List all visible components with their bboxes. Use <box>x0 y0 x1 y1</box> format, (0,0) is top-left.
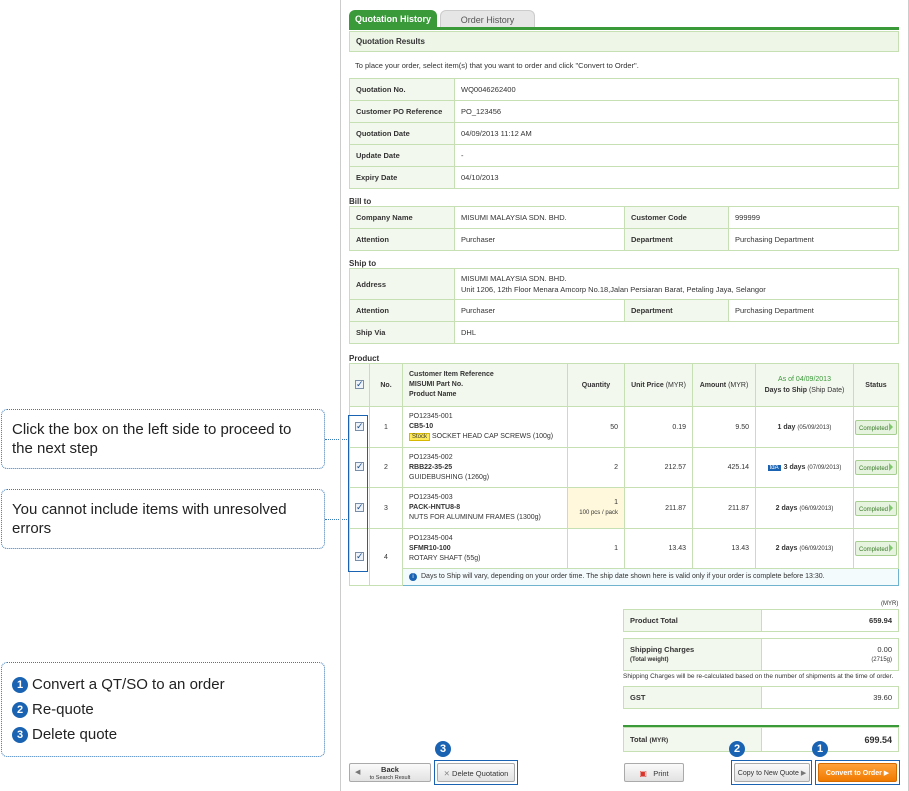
shipping-value: 0.00 <box>877 644 892 654</box>
legend-item <box>12 700 314 719</box>
table-row <box>350 207 899 229</box>
row-days <box>756 529 854 569</box>
row-ref: PO12345-002 <box>409 453 453 461</box>
copy-label: Copy to New Quote <box>737 770 799 777</box>
address-label: Address <box>350 269 455 300</box>
col-days-label: Days to Ship <box>764 387 808 394</box>
truck-icon: tdA <box>769 465 779 471</box>
ship-to-table <box>349 268 899 344</box>
col-days-line <box>756 385 853 396</box>
company-label: Company Name <box>350 207 455 229</box>
tab-quotation-history[interactable]: Quotation History <box>349 10 437 29</box>
table-row <box>350 269 899 300</box>
chevron-right-icon: ▶ <box>883 770 890 777</box>
row-days <box>756 407 854 448</box>
ship-note-cell <box>403 569 899 586</box>
instruction-text: To place your order, select item(s) that you want to order and click "Convert to Order". <box>355 61 639 70</box>
col-days-sub: (Ship Date) <box>808 387 845 394</box>
quotation-no-value: WQ0046262400 <box>455 79 899 101</box>
step-2-marker: 2 <box>729 741 745 757</box>
col-qty: Quantity <box>568 364 625 407</box>
legend-text: Delete quote <box>32 726 118 743</box>
row-ref: PO12345-004 <box>409 534 453 542</box>
totals-currency: (MYR) <box>881 601 899 607</box>
pdf-icon: ▣ <box>639 769 647 778</box>
row-days-value: 2 days <box>775 545 798 552</box>
po-ref-label: Customer PO Reference <box>350 101 455 123</box>
gst-label: GST <box>624 687 762 709</box>
row-part: PACK-HNTU8-8 <box>409 504 461 511</box>
department-value: Purchasing Department <box>729 229 899 251</box>
row-days-value: 2 days <box>775 504 798 512</box>
table-row <box>350 101 899 123</box>
checkbox-highlight <box>348 415 368 572</box>
gst-value: 39.60 <box>762 687 899 709</box>
totals-table <box>623 609 899 632</box>
checkbox-callout-text: Click the box on the left side to proceed to the next step <box>12 421 292 457</box>
chevron-right-icon: ▶ <box>800 770 807 777</box>
update-date-label: Update Date <box>350 145 455 167</box>
tab-order-history[interactable]: Order History <box>440 10 535 29</box>
col-amount-currency: (MYR) <box>728 381 749 389</box>
convert-highlight <box>815 760 900 785</box>
delete-label: Delete Quotation <box>452 769 509 778</box>
row-no: 3 <box>370 488 403 529</box>
step-3-marker: 3 <box>435 741 451 757</box>
copy-highlight <box>731 760 812 785</box>
col-days <box>756 364 854 407</box>
col-price-currency: (MYR) <box>665 381 686 389</box>
table-row <box>350 145 899 167</box>
select-all-checkbox[interactable] <box>355 380 364 389</box>
attention-label: Attention <box>350 229 455 251</box>
col-item <box>403 364 568 407</box>
ship-note-row <box>350 569 899 586</box>
attention-value: Purchaser <box>455 229 625 251</box>
convert-label: Convert to Order <box>825 770 882 777</box>
delete-highlight <box>434 760 518 785</box>
product-table <box>349 363 899 586</box>
quotation-date-value: 04/09/2013 11:12 AM <box>455 123 899 145</box>
legend-callout <box>1 662 325 757</box>
row-status <box>854 407 899 448</box>
product-total-value: 659.94 <box>762 610 899 632</box>
col-amount <box>693 364 756 407</box>
table-row <box>350 448 899 488</box>
legend-text: Convert a QT/SO to an order <box>32 676 225 693</box>
row-ship-date: (07/09/2013) <box>807 465 842 471</box>
row-name: ROTARY SHAFT (55g) <box>409 554 481 562</box>
section-title: Quotation Results <box>349 31 899 52</box>
shipping-note: Shipping Charges will be re-calculated based on the number of shipments at the time of order. <box>623 673 894 680</box>
row-qty-note: 100 pcs / pack <box>579 510 618 516</box>
step-2-badge: 2 <box>12 702 28 718</box>
address-line-2: Unit 1206, 12th Floor Menara Amcorp No.18,Jalan Persiaran Barat, Petaling Jaya, Selangor <box>461 285 766 294</box>
bill-to-heading: Bill to <box>349 197 372 206</box>
grand-total-table <box>623 727 899 752</box>
total-currency: (MYR) <box>649 737 669 744</box>
quotation-no-label: Quotation No. <box>350 79 455 101</box>
row-item <box>403 407 568 448</box>
print-label: Print <box>653 769 669 778</box>
row-status <box>854 488 899 529</box>
status-badge: Completed <box>855 541 897 556</box>
product-heading: Product <box>349 354 380 363</box>
table-row <box>624 639 899 671</box>
row-item <box>403 488 568 529</box>
status-badge: Completed <box>855 460 897 475</box>
address-value <box>455 269 899 300</box>
row-days-value: 3 days <box>783 464 806 471</box>
select-all-cell <box>350 364 370 407</box>
department-value: Purchasing Department <box>729 300 899 322</box>
row-part: SFMR10-100 <box>409 544 451 552</box>
table-row <box>350 123 899 145</box>
row-name: GUIDEBUSHING (1260g) <box>409 473 490 481</box>
row-status <box>854 529 899 569</box>
stock-badge: Stock <box>409 433 430 441</box>
row-ship-date: (05/09/2013) <box>797 424 832 431</box>
company-value: MISUMI MALAYSIA SDN. BHD. <box>455 207 625 229</box>
table-row <box>350 300 899 322</box>
step-1-marker: 1 <box>812 741 828 757</box>
table-row <box>624 610 899 632</box>
row-amount: 9.50 <box>693 407 756 448</box>
status-badge: Completed <box>855 501 897 516</box>
row-amount: 13.43 <box>693 529 756 569</box>
ship-to-heading: Ship to <box>349 259 377 268</box>
shipping-table <box>623 638 899 671</box>
total-value: 699.54 <box>762 728 899 752</box>
row-name: SOCKET HEAD CAP SCREWS (100g) <box>432 433 554 440</box>
customer-code-label: Customer Code <box>625 207 729 229</box>
back-label: Back <box>381 765 399 774</box>
legend-text: Re-quote <box>32 701 94 718</box>
back-button[interactable] <box>349 763 431 782</box>
department-label: Department <box>625 229 729 251</box>
table-row <box>350 79 899 101</box>
row-name-line <box>409 432 567 442</box>
col-status: Status <box>854 364 899 407</box>
row-part: CB5-10 <box>409 423 434 430</box>
ship-via-label: Ship Via <box>350 322 455 344</box>
address-line-1: MISUMI MALAYSIA SDN. BHD. <box>461 274 567 283</box>
row-qty: 1 <box>568 529 625 569</box>
expiry-date-label: Expiry Date <box>350 167 455 189</box>
col-no: No. <box>370 364 403 407</box>
row-days <box>756 488 854 529</box>
errors-callout <box>1 489 325 549</box>
col-amount-label: Amount <box>699 381 727 389</box>
row-name: NUTS FOR ALUMINUM FRAMES (1300g) <box>409 514 541 521</box>
row-price: 0.19 <box>625 407 693 448</box>
col-ref2: MISUMI Part No. <box>409 381 464 388</box>
table-header-row <box>350 364 899 407</box>
row-qty: 50 <box>568 407 625 448</box>
table-row <box>350 488 899 529</box>
table-row <box>624 728 899 752</box>
row-price: 212.57 <box>625 448 693 488</box>
row-no: 1 <box>370 407 403 448</box>
row-ref: PO12345-003 <box>409 494 453 501</box>
step-3-badge: 3 <box>12 727 28 743</box>
info-icon: i <box>409 573 417 581</box>
attention-value: Purchaser <box>455 300 625 322</box>
po-ref-value: PO_123456 <box>455 101 899 123</box>
back-arrow-icon: ◀ <box>355 769 361 776</box>
update-date-value: - <box>455 145 899 167</box>
row-qty: 1 <box>614 499 618 506</box>
shipping-value-cell <box>762 639 899 671</box>
legend-item <box>12 675 314 694</box>
ship-note-text: Days to Ship will vary, depending on your order time. The ship date shown here is valid only if your order is complete before 13:30. <box>421 573 825 580</box>
status-badge: Completed <box>855 420 897 435</box>
back-sublabel: to Search Result <box>369 775 411 781</box>
checkbox-callout <box>1 409 325 469</box>
weight-value: (2715g) <box>871 656 892 663</box>
row-price: 13.43 <box>625 529 693 569</box>
errors-callout-text: You cannot include items with unresolved errors <box>12 501 287 537</box>
weight-label: (Total weight) <box>630 656 669 663</box>
row-no: 2 <box>370 448 403 488</box>
row-ship-date: (06/09/2013) <box>799 546 834 552</box>
gst-table <box>623 686 899 709</box>
shipping-label: Shipping Charges <box>630 644 695 654</box>
expiry-date-value: 04/10/2013 <box>455 167 899 189</box>
customer-code-value: 999999 <box>729 207 899 229</box>
row-amount: 211.87 <box>693 488 756 529</box>
as-of-date: As of 04/09/2013 <box>778 376 831 383</box>
table-row <box>624 687 899 709</box>
row-status <box>854 448 899 488</box>
quote-info-table <box>349 78 899 189</box>
row-days-value: 1 day <box>777 423 796 431</box>
shipping-label-cell <box>624 639 762 671</box>
row-no: 4 <box>370 529 403 586</box>
col-price <box>625 364 693 407</box>
row-days <box>756 448 854 488</box>
table-row <box>350 167 899 189</box>
quotation-date-label: Quotation Date <box>350 123 455 145</box>
department-label: Department <box>625 300 729 322</box>
row-item <box>403 448 568 488</box>
total-label: Total <box>630 735 648 744</box>
row-item <box>403 529 568 569</box>
row-ref: PO12345-001 <box>409 413 453 420</box>
step-1-badge: 1 <box>12 677 28 693</box>
row-amount: 425.14 <box>693 448 756 488</box>
attention-label: Attention <box>350 300 455 322</box>
ship-via-value: DHL <box>455 322 899 344</box>
row-qty: 2 <box>568 448 625 488</box>
tab-underline <box>349 27 899 30</box>
row-part: RBB22-35-25 <box>409 463 453 471</box>
table-row <box>350 322 899 344</box>
table-row <box>350 229 899 251</box>
row-price: 211.87 <box>625 488 693 529</box>
bill-to-table <box>349 206 899 251</box>
row-ship-date: (06/09/2013) <box>799 505 834 512</box>
legend-item <box>12 725 314 744</box>
row-qty-cell <box>568 488 625 529</box>
print-button[interactable] <box>624 763 684 782</box>
table-row <box>350 407 899 448</box>
col-ref3: Product Name <box>409 391 457 398</box>
table-row <box>350 529 899 569</box>
col-ref1: Customer Item Reference <box>409 371 494 378</box>
col-price-label: Unit Price <box>631 381 664 389</box>
product-total-label: Product Total <box>624 610 762 632</box>
close-icon: ✕ <box>443 769 450 778</box>
